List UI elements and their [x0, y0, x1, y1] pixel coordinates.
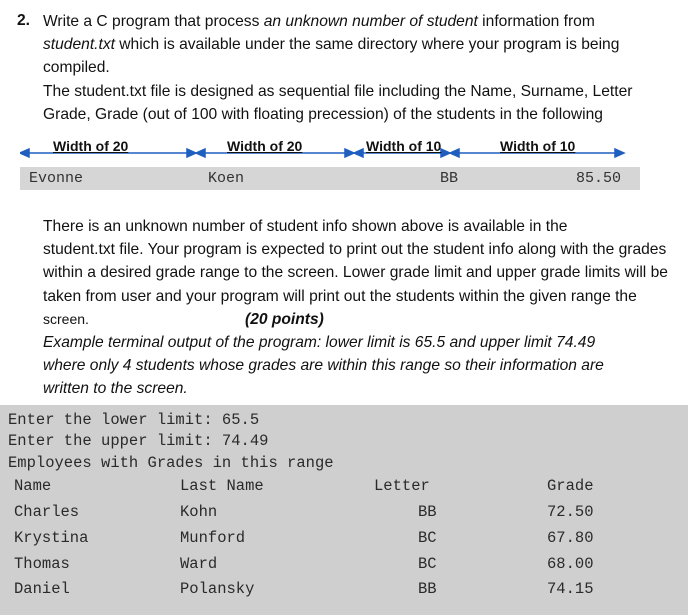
- terminal-range-title: Employees with Grades in this range: [8, 454, 334, 472]
- row-grade: 68.00: [547, 555, 594, 573]
- body-line: There is an unknown number of student info shown above is available in the: [43, 218, 568, 235]
- sample-letter: BB: [440, 170, 459, 187]
- header-letter: Letter: [374, 477, 430, 495]
- header-name: Name: [14, 477, 52, 495]
- sample-grade: 85.50: [576, 170, 622, 187]
- design-line-1: The student.txt file is designed as sequential file including the Name, Surname, Letter: [43, 82, 633, 100]
- body-line: student.txt file. Your program is expected to print out the student info along with the grades: [43, 241, 667, 259]
- sample-record-row: [20, 167, 640, 190]
- row-last-name: Kohn: [180, 503, 218, 521]
- width-label-1: Width of 20: [53, 138, 129, 154]
- terminal-prompt-upper: Enter the upper limit: 74.49: [8, 432, 269, 450]
- intro-line-1: Write a C program that process an unknown number of student information from: [43, 13, 595, 30]
- body-paragraph: [43, 215, 693, 401]
- intro-line-2: student.txt which is available under the same directory where your program is being: [43, 36, 620, 54]
- width-label-3: Width of 10: [366, 138, 442, 154]
- question-number: 2.: [17, 12, 31, 29]
- row-grade: 72.50: [547, 503, 594, 521]
- arrow-head-icon: [450, 149, 459, 157]
- row-last-name: Ward: [180, 555, 218, 573]
- row-letter: BB: [418, 503, 437, 521]
- arrow-head-icon: [20, 149, 29, 157]
- width-label-4: Width of 10: [500, 138, 576, 154]
- example-line: written to the screen.: [43, 380, 188, 398]
- row-letter: BC: [418, 529, 437, 547]
- row-name: Krystina: [14, 529, 89, 547]
- header-grade: Grade: [547, 477, 594, 495]
- arrow-head-icon: [615, 149, 624, 157]
- screen-word: screen.: [43, 310, 89, 327]
- example-line: Example terminal output of the program: lower limit is 65.5 and upper limit 74.49: [43, 334, 596, 351]
- row-name: Daniel: [14, 580, 70, 598]
- header-last-name: Last Name: [180, 477, 264, 495]
- row-name: Charles: [14, 503, 80, 521]
- arrow-head-icon: [354, 149, 363, 157]
- sample-name: Evonne: [29, 170, 84, 187]
- screen-line: [43, 308, 693, 331]
- terminal-prompt-lower: Enter the lower limit: 65.5: [8, 411, 260, 429]
- row-letter: BC: [418, 555, 437, 573]
- row-letter: BB: [418, 580, 437, 598]
- design-line-2: Grade, Grade (out of 100 with floating precession) of the students in the following: [43, 105, 603, 123]
- row-grade: 67.80: [547, 529, 594, 547]
- points-label: (20 points): [245, 310, 324, 328]
- intro-line-3: compiled.: [43, 59, 110, 77]
- row-name: Thomas: [14, 555, 70, 573]
- sample-surname: Koen: [208, 170, 245, 187]
- field-widths-diagram: [20, 136, 640, 160]
- width-label-2: Width of 20: [227, 138, 303, 154]
- arrow-head-icon: [196, 149, 205, 157]
- body-line: taken from user and your program will print out the students within the given range the: [43, 287, 637, 305]
- body-line: within a desired grade range to the screen. Lower grade limit and upper grade limits will be: [43, 264, 668, 282]
- terminal-output: [0, 405, 688, 615]
- row-last-name: Polansky: [180, 580, 255, 598]
- intro-paragraph: [43, 10, 693, 126]
- example-line: where only 4 students whose grades are within this range so their information are: [43, 357, 604, 375]
- row-last-name: Munford: [180, 529, 246, 547]
- row-grade: 74.15: [547, 580, 594, 598]
